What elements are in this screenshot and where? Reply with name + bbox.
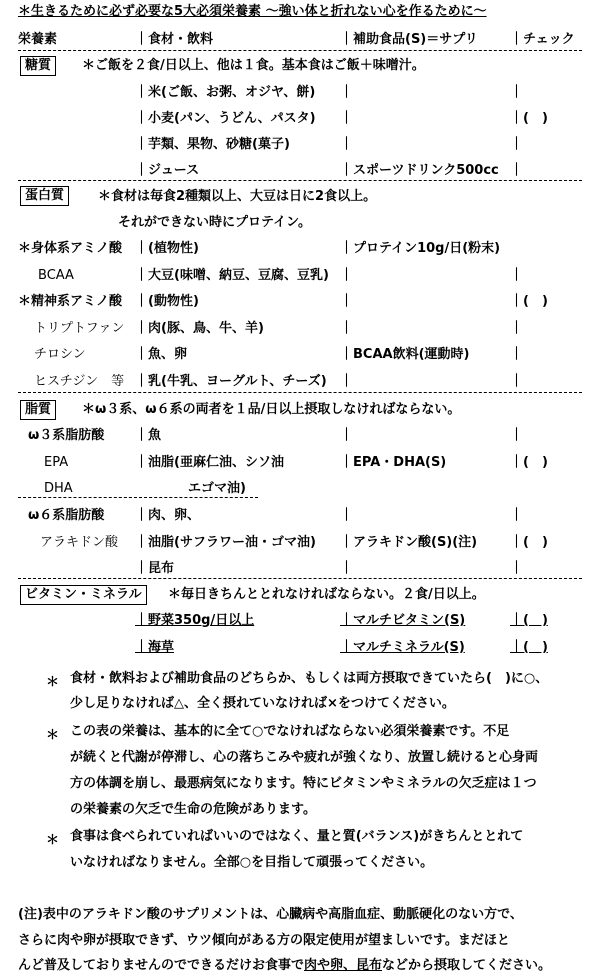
vitamin-check[interactable]: ｜( ) — [510, 613, 548, 628]
vitamin-check[interactable]: ｜( ) — [510, 640, 548, 655]
note-marker: ＊ — [46, 675, 60, 690]
carb-check: ｜ — [510, 85, 524, 100]
page-title: ＊生きるために必ず必要な5大必須栄養素 ～強い体と折れない心を作るために～ — [18, 4, 487, 19]
fat-nutrient: ω３系脂肪酸 — [28, 428, 105, 443]
note-line: 食材・飲料および補助食品のどちらか、もしくは両方摂取できていたら( )に○、 — [70, 671, 549, 686]
fat-nutrient: ω６系脂肪酸 — [28, 508, 105, 523]
divider — [18, 392, 582, 393]
protein-check: ｜ — [510, 321, 524, 336]
protein-check: ｜ — [510, 374, 524, 389]
fat-supp: ｜ — [340, 561, 354, 576]
fat-food: ｜油脂(サフラワー油・ゴマ油) — [135, 535, 316, 550]
protein-food: ｜(動物性) — [135, 294, 199, 309]
carb-supp: ｜ — [340, 85, 354, 100]
fat-food: ｜昆布 — [135, 561, 175, 576]
footnote-text: などから摂取してください。 — [382, 958, 552, 973]
header-food: ｜食材・飲料 — [135, 32, 214, 47]
protein-desc: それができない時にプロテイン。 — [118, 215, 312, 230]
vitamin-food: ｜海草 — [135, 640, 175, 655]
fat-supp: ｜ — [340, 508, 354, 523]
protein-supp: ｜ — [340, 321, 354, 336]
fat-nutrient: アラキドン酸 — [40, 535, 119, 550]
carb-food: ｜芋類、果物、砂糖(菓子) — [135, 137, 290, 152]
header-nutrient: 栄養素 — [18, 32, 58, 47]
divider — [18, 497, 258, 498]
fat-supp: ｜ — [340, 428, 354, 443]
note-line: 食事は食べられていればいいのではなく、量と質(バランス)がきちんととれて — [70, 829, 524, 844]
protein-check[interactable]: ｜( ) — [510, 294, 548, 309]
protein-supp: ｜BCAA飲料(運動時) — [340, 347, 470, 362]
fat-food: ｜魚 — [135, 428, 162, 443]
carb-check: ｜ — [510, 137, 524, 152]
protein-nutrient: ＊身体系アミノ酸 — [18, 241, 123, 256]
divider — [18, 578, 582, 579]
vitamin-food: ｜野菜350g/日以上 — [135, 613, 255, 628]
section-label-fat: 脂質 — [20, 400, 56, 420]
protein-supp: ｜ — [340, 294, 354, 309]
divider — [18, 180, 582, 181]
fat-supp: ｜EPA・DHA(S) — [340, 455, 447, 470]
carb-desc: ＊ご飯を２食/日以上、他は１食。基本食はご飯＋味噌汁。 — [82, 58, 425, 73]
protein-food: ｜魚、卵 — [135, 347, 188, 362]
note-line: が続くと代謝が停滞し、心の落ちこみや疲れが強くなり、放置し続けると心身両 — [70, 750, 539, 765]
divider — [18, 50, 582, 51]
fat-check: ｜ — [510, 428, 524, 443]
carb-food: ｜ジュース — [135, 163, 200, 178]
footnote-line — [18, 958, 551, 974]
carb-supp: ｜スポーツドリンク500cc — [340, 163, 499, 178]
footnote-emphasis: 肉や卵、昆布 — [304, 958, 383, 973]
note-line: この表の栄養は、基本的に全て○でなければならない必須栄養素です。不足 — [70, 724, 510, 739]
protein-supp: ｜ — [340, 374, 354, 389]
fat-supp: ｜アラキドン酸(S)(注) — [340, 535, 478, 550]
carb-food: ｜小麦(パン、うどん、パスタ) — [135, 111, 316, 126]
protein-nutrient: トリプトファン — [34, 321, 125, 336]
protein-desc: ＊食材は毎食2種類以上、大豆は日に2食以上。 — [98, 189, 377, 204]
note-line: 方の体調を崩し、最悪病気になります。特にビタミンやミネラルの欠乏症は１つ — [70, 776, 537, 791]
section-label-carb: 糖質 — [20, 56, 56, 76]
note-marker: ＊ — [46, 728, 60, 743]
footnote-line: さらに肉や卵が摂取できず、ウツ傾向がある方の限定使用が望ましいです。まだほと — [18, 933, 510, 948]
protein-food: ｜大豆(味噌、納豆、豆腐、豆乳) — [135, 268, 329, 283]
fat-food: エゴマ油) — [188, 481, 246, 496]
fat-check: ｜ — [510, 561, 524, 576]
vitamin-desc: ＊毎日きちんととれなければならない。２食/日以上。 — [168, 587, 485, 602]
note-marker: ＊ — [46, 833, 60, 848]
protein-check: ｜ — [510, 268, 524, 283]
note-line: の栄養素の欠乏で生命の危険があります。 — [70, 802, 316, 817]
fat-nutrient: EPA — [44, 455, 69, 470]
section-label-protein: 蛋白質 — [20, 186, 69, 206]
carb-food: ｜米(ご飯、お粥、オジヤ、餅) — [135, 85, 316, 100]
note-line: 少し足りなければ△、全く摂れていなければ×をつけてください。 — [70, 696, 455, 711]
note-line: いなければなりません。全部○を目指して頑張ってください。 — [70, 855, 434, 870]
carb-check[interactable]: ｜( ) — [510, 111, 548, 126]
protein-food: ｜乳(牛乳、ヨーグルト、チーズ) — [135, 374, 327, 389]
protein-nutrient: ヒスチジン 等 — [34, 374, 125, 389]
footnote-text: んど普及しておりませんのでできるだけお食事で — [18, 958, 305, 973]
fat-food: ｜肉、卵、 — [135, 508, 201, 523]
footnote-line: (注)表中のアラキドン酸のサプリメントは、心臓病や高脂血症、動脈硬化のない方で、 — [18, 907, 523, 922]
protein-nutrient: BCAA — [38, 268, 74, 283]
fat-check: ｜ — [510, 508, 524, 523]
protein-food: ｜肉(豚、鳥、牛、羊) — [135, 321, 264, 336]
fat-check[interactable]: ｜( ) — [510, 535, 548, 550]
header-check: ｜チェック — [510, 32, 575, 47]
carb-supp: ｜ — [340, 111, 354, 126]
vitamin-supp: ｜マルチビタミン(S) — [340, 613, 466, 628]
protein-food: ｜(植物性) — [135, 241, 199, 256]
header-supplement: ｜補助食品(S)＝サプリ — [340, 32, 478, 47]
protein-nutrient: チロシン — [34, 347, 86, 362]
fat-desc: ＊ω３系、ω６系の両者を１品/日以上摂取しなければならない。 — [82, 402, 461, 417]
protein-supp: ｜プロテイン10g/日(粉末) — [340, 241, 501, 256]
section-label-vitamin: ビタミン・ミネラル — [20, 585, 147, 605]
protein-nutrient: ＊精神系アミノ酸 — [18, 294, 123, 309]
carb-check: ｜ — [510, 163, 524, 178]
protein-supp: ｜ — [340, 268, 354, 283]
protein-check: ｜ — [510, 347, 524, 362]
fat-food: ｜油脂(亜麻仁油、シソ油 — [135, 455, 284, 470]
carb-supp: ｜ — [340, 137, 354, 152]
vitamin-supp: ｜マルチミネラル(S) — [340, 640, 465, 655]
fat-nutrient: DHA — [44, 481, 73, 496]
fat-check[interactable]: ｜( ) — [510, 455, 548, 470]
